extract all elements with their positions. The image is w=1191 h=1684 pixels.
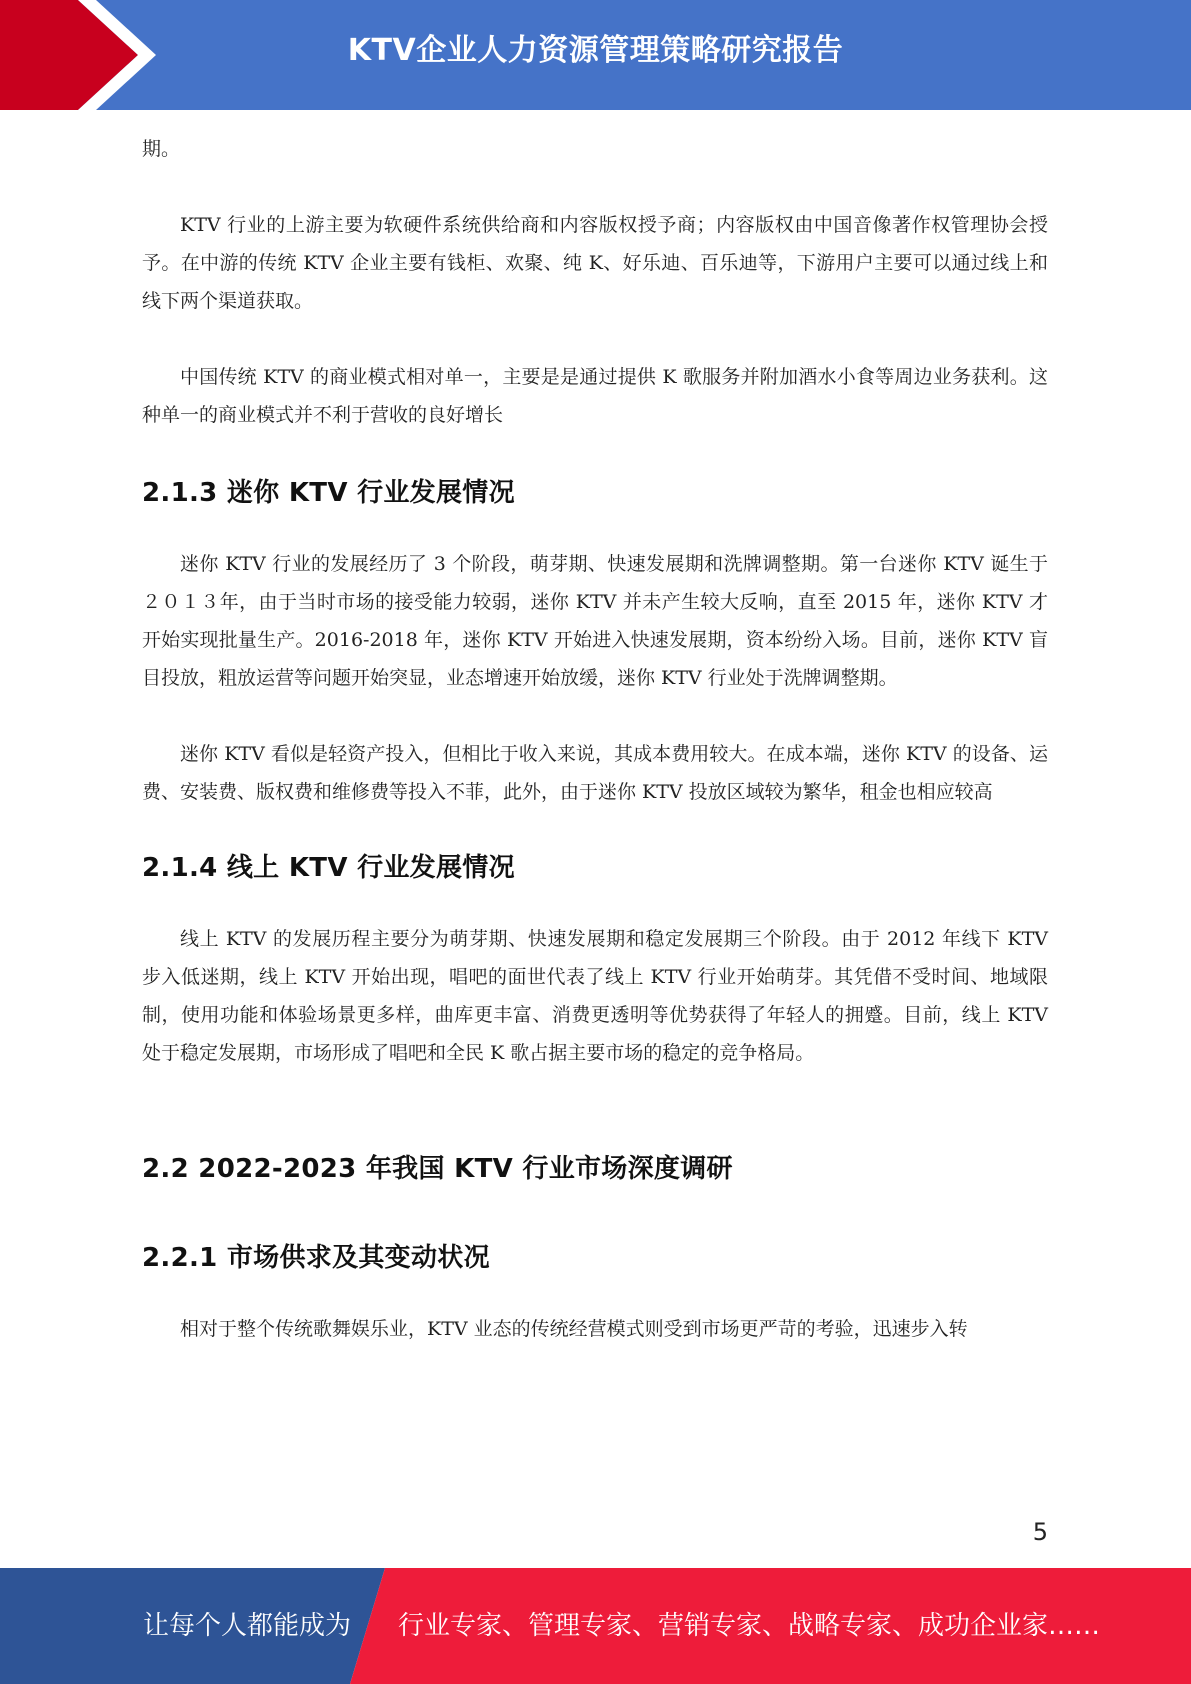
paragraph-online: 线上 KTV 的发展历程主要分为萌芽期、快速发展期和稳定发展期三个阶段。由于 2012 年线下 KTV 步入低迷期，线上 KTV 开始出现，唱吧的面世代表了线上 KTV 行业开始萌芽。其凭借不受时间、地域限制，使用功能和体验场景更多样，曲库更丰富、消费更透明等优势获得了年轻人的拥蹙。目前，线上 KTV 处于稳定发展期，市场形成了唱吧和全民 K 歌占据主要市场的稳定的竞争格局。: [142, 928, 1048, 1064]
header-title: KTV企业人力资源管理策略研究报告: [347, 33, 844, 68]
paragraph-business-model: 中国传统 KTV 的商业模式相对单一，主要是是通过提供 K 歌服务并附加酒水小食等周边业务获利。这种单一的商业模式并不利于营收的良好增长: [142, 366, 1048, 426]
paragraph-mini-stages: 迷你 KTV 行业的发展经历了 3 个阶段，萌芽期、快速发展期和洗牌调整期。第一台迷你 KTV 诞生于２０１３年，由于当时市场的接受能力较弱，迷你 KTV 并未产生较大反响，直至 2015 年，迷你 KTV 才开始实现批量生产。2016-2018 年，迷你 KTV 开始进入快速发展期，资本纷纷入场。目前，迷你 KTV 盲目投放，粗放运营等问题开始突显，业态增速开始放缓，迷你 KTV 行业处于洗牌调整期。: [142, 553, 1048, 689]
paragraph-continued: 期。: [142, 138, 181, 160]
paragraph-mini-cost: 迷你 KTV 看似是轻资产投入，但相比于收入来说，其成本费用较大。在成本端，迷你 KTV 的设备、运费、安装费、版权费和维修费等投入不菲，此外，由于迷你 KTV 投放区域较为繁华，租金也相应较高: [142, 743, 1048, 803]
section-heading-2-1-4: 2.1.4 线上 KTV 行业发展情况: [142, 853, 515, 883]
section-heading-2-2-1: 2.2.1 市场供求及其变动状况: [142, 1243, 490, 1273]
footer-slogan-right: 行业专家、管理专家、营销专家、战略专家、成功企业家……: [398, 1611, 1101, 1641]
page-footer: [0, 1568, 1191, 1684]
paragraph-market: 相对于整个传统歌舞娱乐业，KTV 业态的传统经营模式则受到市场更严苛的考验，迅速步入转: [180, 1318, 968, 1340]
section-heading-2-2: 2.2 2022-2023 年我国 KTV 行业市场深度调研: [142, 1154, 733, 1184]
document-body: [142, 130, 1048, 1348]
section-heading-2-1-3: 2.1.3 迷你 KTV 行业发展情况: [142, 478, 515, 508]
page-number: 5: [1032, 1518, 1048, 1546]
footer-slogan-left: 让每个人都能成为: [143, 1611, 352, 1641]
paragraph-upstream: KTV 行业的上游主要为软硬件系统供给商和内容版权授予商；内容版权由中国音像著作权管理协会授予。在中游的传统 KTV 企业主要有钱柜、欢聚、纯 K、好乐迪、百乐迪等，下游用户主要可以通过线上和线下两个渠道获取。: [142, 214, 1048, 312]
